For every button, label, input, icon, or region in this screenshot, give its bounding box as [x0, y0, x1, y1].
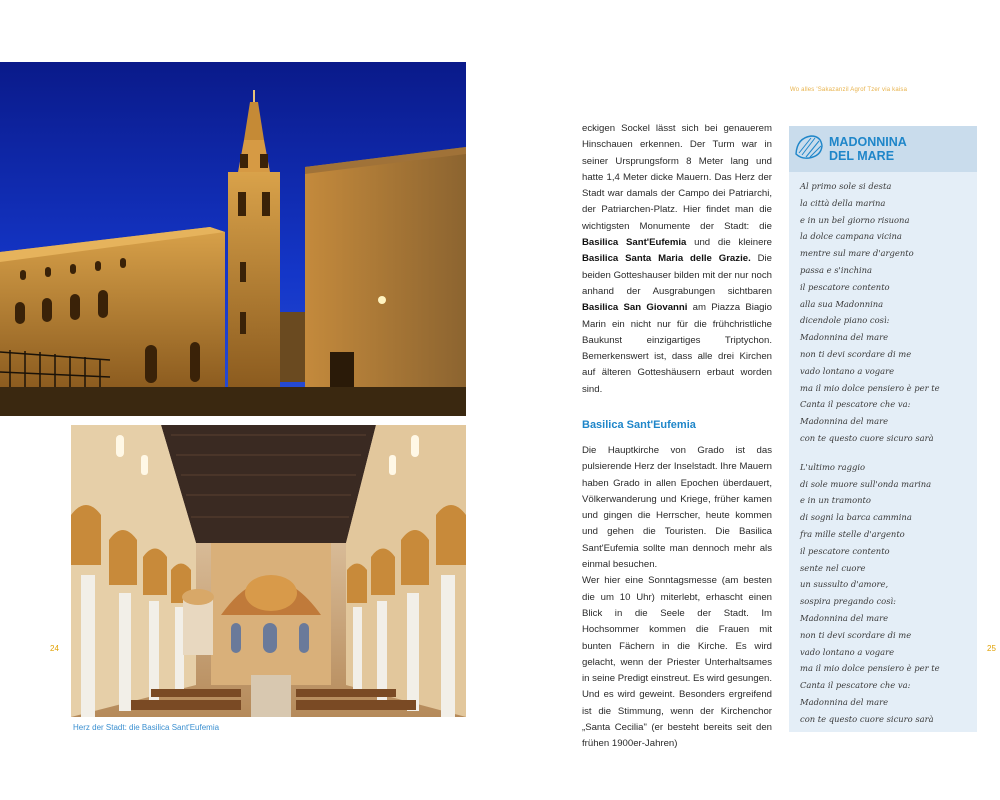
- article-paragraph: Wer hier eine Sonntagsmesse (am besten die um 10 Uhr) miterlebt, erhascht einen Blick in die Seele der Stadt. Im Hochsommer kommen die Frauen mit bunten Fächern in die Kirche. Es wird gelacht, wenn der Priester Unterhaltsames in seine Predigt einstreut. Es wird gesungen. Und es wird geweint. Besonders ergreifend ist die Stimmung, wenn der Kirchenchor „Santa Cecilia" (er besteht bereits seit den frühen 1900er-Jahren): [582, 575, 772, 750]
- poem-line: Al primo sole si desta: [800, 181, 892, 191]
- poem-line: vado lontano a vogare: [800, 365, 895, 376]
- poem-line: fra mille stelle d'argento: [800, 528, 905, 539]
- poem-line: con te questo cuore sicuro sarà: [800, 713, 934, 724]
- poem-line: di sole muore sull'onda marina: [800, 478, 932, 489]
- poem-line: sente nel cuore: [800, 562, 866, 573]
- running-head: Wo alles 'Sakazanzil Agrof Tzer via kaisa: [790, 87, 908, 93]
- poem-header: [789, 126, 977, 172]
- poem-line: Canta il pescatore che va:: [800, 399, 911, 410]
- poem-line: mentre sul mare d'argento: [800, 248, 914, 259]
- poem-line: Canta il pescatore che va:: [800, 680, 911, 691]
- basilica-san-giovanni-name: Basilica San Giovanni: [582, 302, 688, 314]
- poem-line: Madonnina del mare: [800, 332, 889, 343]
- poem-line: la città della marina: [800, 197, 886, 208]
- article-paragraph: Die Hauptkirche von Grado ist das pulsierende Herz der Inselstadt. Ihre Mauern haben Grado in allen Epochen überdauert, Völkerwanderung und Kriege, früher kamen und gingen die Herrscher, heute kommen und gehen die Touristen. Die Basilica Sant'Eufemia sollte man dennoch mehr als einmal besuchen.: [582, 445, 772, 571]
- poem-line: e in un bel giorno risuona: [800, 214, 910, 225]
- basilica-santa-maria-name: Basilica Santa Maria delle Grazie.: [582, 253, 751, 265]
- basilica-interior-photo: [71, 425, 466, 717]
- basilica-eufemia-link: Basilica Sant'Eufemia: [582, 237, 687, 249]
- stanza-gap: [800, 447, 972, 459]
- poem-line: il pescatore contento: [800, 281, 890, 292]
- poem-lines: [800, 178, 972, 728]
- article-bottom-column: [582, 443, 772, 753]
- poem-line: alla sua Madonnina: [800, 298, 884, 309]
- poem-line: un sussulto d'amore,: [800, 579, 889, 590]
- poem-line: Madonnina del mare: [800, 612, 889, 623]
- poem-line: con te questo cuore sicuro sarà: [800, 432, 934, 443]
- poem-line: ma il mio dolce pensiero è per te: [800, 382, 940, 393]
- poem-line: la dolce campana vicina: [800, 231, 902, 242]
- poem-line: ma il mio dolce pensiero è per te: [800, 663, 940, 674]
- shell-icon: [793, 132, 825, 167]
- poem-line: vado lontano a vogare: [800, 646, 895, 657]
- poem-line: sospira pregando così:: [800, 596, 897, 607]
- poem-title: MADONNINA DEL MARE: [829, 135, 907, 163]
- poem-line: il pescatore contento: [800, 545, 890, 556]
- poem-line: Madonnina del mare: [800, 696, 889, 707]
- basilica-night-photo: [0, 62, 466, 416]
- section-heading: Basilica Sant'Eufemia: [582, 419, 696, 431]
- page-number-right: 25: [987, 644, 996, 653]
- poem-line: di sogni la barca cammina: [800, 512, 912, 523]
- poem-line: Madonnina del mare: [800, 416, 889, 427]
- poem-line: dicendole piano così:: [800, 315, 890, 326]
- poem-line: non ti devi scordare di me: [800, 629, 912, 640]
- page-number-left: 24: [50, 644, 59, 653]
- article-paragraph: eckigen Sockel lässt sich bei genauerem Hinschauen erkennen. Der Turm war in seiner Ursprungsform 8 Meter lang und hatte 1,4 Meter dicke Mauern. Das Herz der Stadt war damals der Campo dei Patriarchi, der Patriarchen-Platz. Hier findet man die wichtigsten Monumente der Stadt: die Basilica Sant'Eufemia und die kleinere Basilica Santa Maria delle Grazie. Die beiden Gotteshauser bilden mit der nur noch anhand der Ausgrabungen sichtbaren Basilica San Giovanni am Piazza Biagio Marin ein nicht nur für die frühchristliche Baukunst einzigartiges Triptychon. Bemerkenswert ist, dass alle drei Kirchen auf älteren Gotteshäusern erbaut worden sind.: [582, 123, 773, 395]
- poem-line: e in un tramonto: [800, 495, 871, 506]
- poem-line: non ti devi scordare di me: [800, 348, 912, 359]
- article-top-column: [582, 121, 772, 398]
- poem-line: passa e s'inchina: [800, 264, 873, 275]
- poem-line: L'ultimo raggio: [800, 461, 866, 472]
- poem-sidebar: [789, 126, 977, 732]
- photo-caption: Herz der Stadt: die Basilica Sant'Eufemia: [73, 723, 220, 732]
